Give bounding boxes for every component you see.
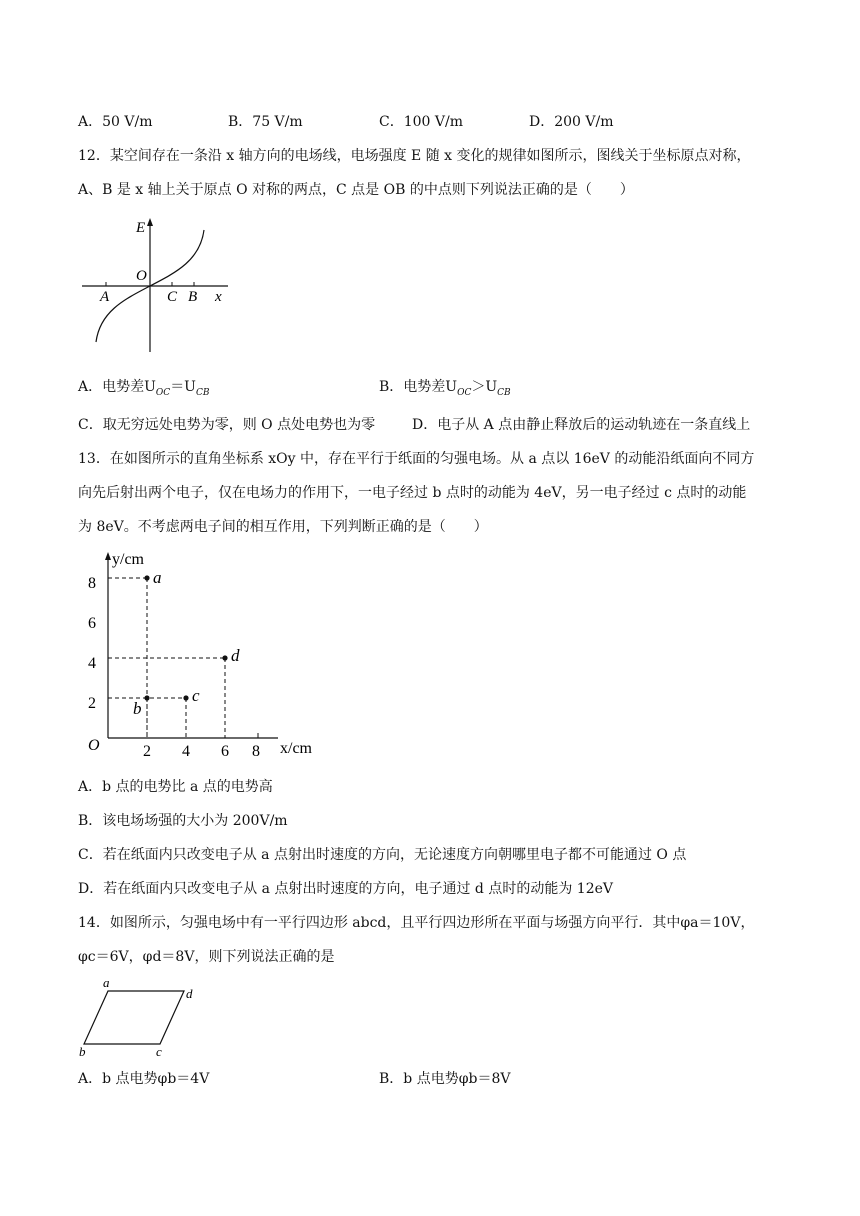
q12-option-a-text: A．电势差U <box>78 379 156 395</box>
q13-y-axis-label: y/cm <box>112 551 144 568</box>
q11-option-c: C．100 V/m <box>379 114 463 130</box>
q13-point-label-c: c <box>192 686 200 705</box>
q14-parallelogram <box>84 991 184 1044</box>
q12-fig-label-b: B <box>188 289 198 305</box>
q13-coordinate-figure <box>82 546 327 761</box>
q14-label-a: a <box>103 976 110 990</box>
q12-option-a-sub-oc: OC <box>155 387 171 398</box>
q12-option-b-text: B．电势差U <box>379 379 458 395</box>
q13-xtick-4: 4 <box>182 743 190 760</box>
q13-option-d: D．若在纸面内只改变电子从 a 点射出时速度的方向，电子通过 d 点时的动能为 12eV <box>78 881 613 897</box>
q14-option-b: B．b 点电势φb＝8V <box>379 1071 511 1087</box>
q12-option-a <box>78 377 210 403</box>
q12-e-x-graph <box>78 212 248 357</box>
q14-parallelogram-figure <box>76 976 206 1058</box>
q13-ytick-6: 6 <box>88 615 96 632</box>
q14-stem-line1: 14．如图所示，匀强电场中有一平行四边形 abcd，且平行四边形所在平面与场强方向平行．其中φa＝10V， <box>78 915 755 931</box>
q13-origin-label: O <box>88 737 100 754</box>
q13-point-label-a: a <box>153 568 162 587</box>
q13-xtick-6: 6 <box>221 743 229 760</box>
q14-option-a: A．b 点电势φb＝4V <box>78 1071 210 1087</box>
q13-ytick-8: 8 <box>88 575 96 592</box>
q13-point-d <box>222 655 227 660</box>
q12-option-b-sub-cb: CB <box>497 387 511 398</box>
q13-option-b: B．该电场场强的大小为 200V/m <box>78 813 288 829</box>
q13-point-c <box>183 695 188 700</box>
q13-stem-line3: 为 8eV。不考虑两电子间的相互作用，下列判断正确的是（ ） <box>78 519 488 535</box>
q14-stem-line2: φc＝6V，φd＝8V，则下列说法正确的是 <box>78 949 335 965</box>
q14-label-c: c <box>156 1044 162 1058</box>
q14-label-b: b <box>79 1044 86 1058</box>
q13-point-label-b: b <box>133 699 142 718</box>
q12-option-b-sub-oc: OC <box>457 387 472 398</box>
q13-ytick-2: 2 <box>88 695 96 712</box>
q11-option-d: D．200 V/m <box>529 114 614 130</box>
q13-x-axis-label: x/cm <box>280 740 312 757</box>
q12-option-b-text-rest: ＞U <box>471 379 498 395</box>
q13-xtick-8: 8 <box>252 743 260 760</box>
q13-point-a <box>144 575 149 580</box>
q12-option-a-sub-cb: CB <box>196 387 210 398</box>
q12-fig-label-e: E <box>136 220 146 236</box>
q14-label-d: d <box>186 986 193 1001</box>
q13-xtick-2: 2 <box>143 743 151 760</box>
q12-option-d: D．电子从 A 点由静止释放后的运动轨迹在一条直线上 <box>412 417 751 433</box>
q13-ytick-4: 4 <box>88 655 96 672</box>
q11-option-b: B．75 V/m <box>228 114 303 130</box>
q12-fig-label-a: A <box>100 289 110 305</box>
q11-option-a: A．50 V/m <box>78 114 153 130</box>
q12-fig-label-c: C <box>167 289 178 305</box>
q13-stem-line2: 向先后射出两个电子，仅在电场力的作用下，一电子经过 b 点时的动能为 4eV，另一电子经过 c 点时的动能 <box>78 485 747 501</box>
q12-option-a-text-rest: ＝U <box>170 379 196 395</box>
q12-option-c: C．取无穷远处电势为零，则 O 点处电势也为零 <box>78 417 376 433</box>
q12-stem-line2: A、B 是 x 轴上关于原点 O 对称的两点，C 点是 OB 的中点则下列说法正确的是（ ） <box>78 182 634 198</box>
q13-option-a: A．b 点的电势比 a 点的电势高 <box>78 779 273 795</box>
q12-fig-label-x: x <box>215 289 222 305</box>
q13-point-label-d: d <box>231 646 240 665</box>
q13-stem-line1: 13．在如图所示的直角坐标系 xOy 中，存在平行于纸面的匀强电场。从 a 点以 16eV 的动能沿纸面向不同方 <box>78 451 755 467</box>
q13-option-c: C．若在纸面内只改变电子从 a 点射出时速度的方向，无论速度方向朝哪里电子都不可能通过 O 点 <box>78 847 687 863</box>
q12-stem-line1: 12．某空间存在一条沿 x 轴方向的电场线，电场强度 E 随 x 变化的规律如图所示，图线关于坐标原点对称， <box>78 148 751 164</box>
q12-fig-label-o: O <box>136 268 147 284</box>
q12-option-b <box>379 377 511 403</box>
